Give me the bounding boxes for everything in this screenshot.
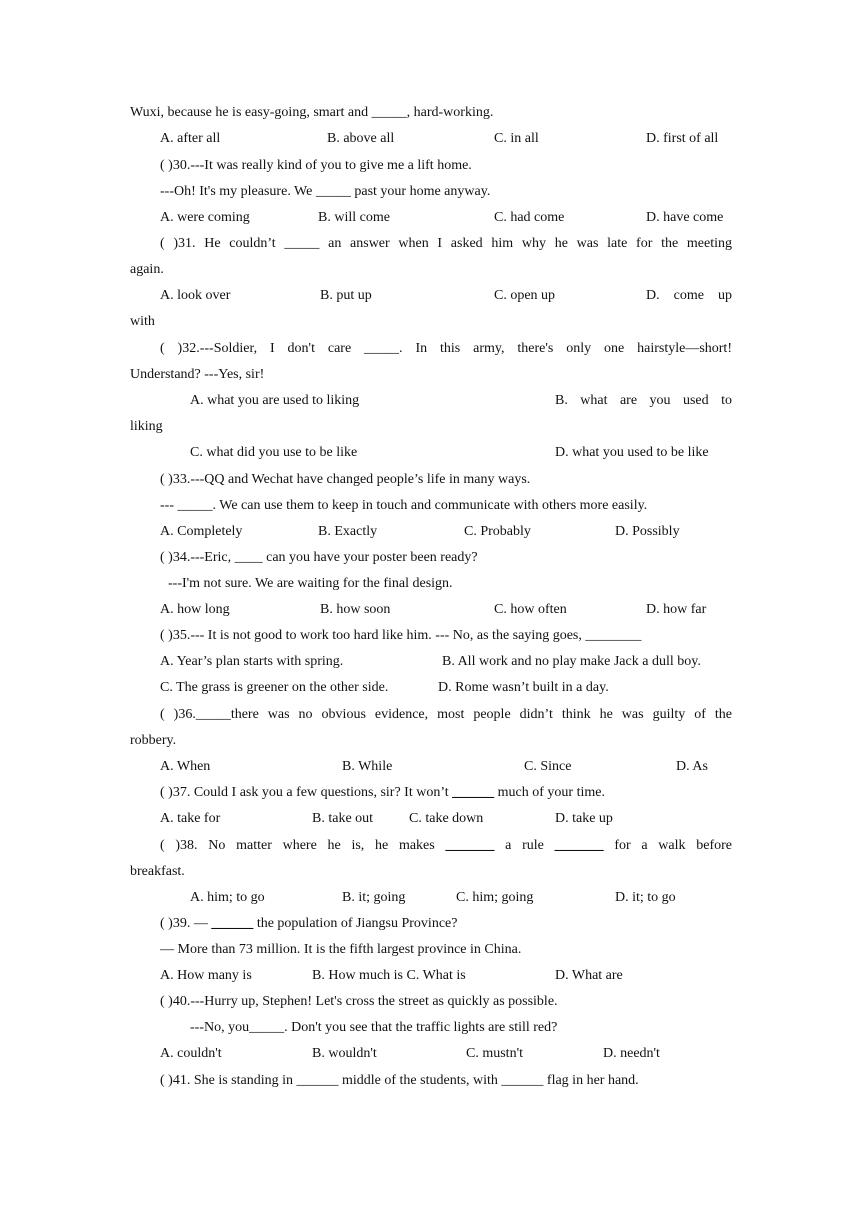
q37-stem: [160, 784, 605, 802]
q39-stem-end: the population of Jiangsu Province?: [253, 916, 458, 931]
q31-option-c: C. open up: [494, 288, 556, 303]
q32-option-c: C. what did you use to be like: [190, 445, 358, 460]
q35-option-d: D. Rome wasn’t built in a day.: [438, 680, 609, 695]
q32-continuation: Understand? ---Yes, sir!: [130, 367, 265, 382]
q35-option-c: C. The grass is greener on the other side.: [160, 680, 389, 695]
q31-stem: ( )31. He couldn’t _____ an answer when I asked him why he was late for the meeting: [160, 236, 732, 251]
q39-option-d: D. What are: [555, 968, 623, 983]
q36-option-a: A. When: [160, 759, 211, 774]
q36-option-c: C. Since: [524, 759, 572, 774]
q32-stem: ( )32.---Soldier, I don't care _____. In this army, there's only one hairstyle—short!: [160, 341, 732, 356]
q36-continuation: robbery.: [130, 733, 177, 748]
q37-option-d: D. take up: [555, 811, 613, 826]
q37-blank: ______: [452, 785, 495, 800]
q40-option-a: A. couldn't: [160, 1046, 222, 1061]
q39-option-a: A. How many is: [160, 968, 252, 983]
q31-option-a: A. look over: [160, 288, 231, 303]
q32-option-a: A. what you are used to liking: [190, 393, 360, 408]
q34-option-d: D. how far: [646, 602, 707, 617]
q29-option-c: C. in all: [494, 131, 539, 146]
q29-option-a: A. after all: [160, 131, 221, 146]
q32-option-d: D. what you used to be like: [555, 445, 709, 460]
q40-option-c: C. mustn't: [466, 1046, 523, 1061]
q38-stem: [160, 837, 732, 855]
q37-stem-end: much of your time.: [494, 785, 605, 800]
q31-option-d-continuation: with: [130, 314, 155, 329]
q29-option-d: D. first of all: [646, 131, 719, 146]
q31-continuation: again.: [130, 262, 164, 277]
q30-response: ---Oh! It's my pleasure. We _____ past your home anyway.: [160, 184, 491, 199]
q39-response: — More than 73 million. It is the fifth largest province in China.: [160, 942, 522, 957]
q34-option-c: C. how often: [494, 602, 567, 617]
q40-option-d: D. needn't: [603, 1046, 660, 1061]
q41-stem: ( )41. She is standing in ______ middle of the students, with ______ flag in her hand.: [160, 1073, 639, 1088]
q38-stem-start: ( )38. No matter where he is, he makes: [160, 838, 446, 853]
q36-stem: ( )36._____there was no obvious evidence, most people didn’t think he was guilty of the: [160, 707, 732, 722]
q38-option-d: D. it; to go: [615, 890, 676, 905]
q38-option-b: B. it; going: [342, 890, 406, 905]
q39-stem-start: ( )39. —: [160, 916, 212, 931]
q38-continuation: breakfast.: [130, 864, 185, 879]
q39-option-b-c: B. How much is C. What is: [312, 968, 466, 983]
q37-option-a: A. take for: [160, 811, 221, 826]
q32-option-b: B. what are you used to: [555, 393, 732, 408]
q38-option-a: A. him; to go: [190, 890, 265, 905]
q34-response: ---I'm not sure. We are waiting for the final design.: [168, 576, 453, 591]
q33-option-d: D. Possibly: [615, 524, 680, 539]
q38-stem-end: for a walk before: [603, 838, 732, 853]
q29-option-b: B. above all: [327, 131, 395, 146]
q30-option-a: A. were coming: [160, 210, 250, 225]
q38-option-c: C. him; going: [456, 890, 534, 905]
q40-stem: ( )40.---Hurry up, Stephen! Let's cross the street as quickly as possible.: [160, 994, 558, 1009]
q33-stem: ( )33.---QQ and Wechat have changed people’s life in many ways.: [160, 472, 531, 487]
q39-blank: ______: [211, 916, 254, 931]
q40-option-b: B. wouldn't: [312, 1046, 377, 1061]
q39-stem: [160, 915, 457, 933]
q34-option-a: A. how long: [160, 602, 230, 617]
q30-option-c: C. had come: [494, 210, 565, 225]
q38-blank-2: _______: [554, 838, 604, 853]
q36-option-d: D. As: [676, 759, 708, 774]
q37-stem-start: ( )37. Could I ask you a few questions, sir? It won’t: [160, 785, 453, 800]
q32-option-b-continuation: liking: [130, 419, 163, 434]
q31-option-d: D. come up: [646, 288, 732, 303]
q37-option-b: B. take out: [312, 811, 374, 826]
q35-option-a: A. Year’s plan starts with spring.: [160, 654, 344, 669]
q29-continuation: Wuxi, because he is easy-going, smart and _____, hard-working.: [130, 105, 494, 120]
q37-option-c: C. take down: [409, 811, 484, 826]
q40-response: ---No, you_____. Don't you see that the traffic lights are still red?: [190, 1020, 558, 1035]
q30-option-d: D. have come: [646, 210, 724, 225]
q33-response: --- _____. We can use them to keep in touch and communicate with others more easily.: [160, 498, 648, 513]
q34-stem: ( )34.---Eric, ____ can you have your poster been ready?: [160, 550, 478, 565]
q33-option-a: A. Completely: [160, 524, 243, 539]
q34-option-b: B. how soon: [320, 602, 391, 617]
q33-option-b: B. Exactly: [318, 524, 378, 539]
q30-stem: ( )30.---It was really kind of you to give me a lift home.: [160, 158, 472, 173]
q35-option-b: B. All work and no play make Jack a dull boy.: [442, 654, 701, 669]
q33-option-c: C. Probably: [464, 524, 531, 539]
q38-stem-middle: a rule: [494, 838, 555, 853]
q31-option-b: B. put up: [320, 288, 372, 303]
q35-stem: ( )35.--- It is not good to work too hard like him. --- No, as the saying goes, ________: [160, 628, 642, 643]
q38-blank-1: _______: [445, 838, 495, 853]
q30-option-b: B. will come: [318, 210, 390, 225]
q36-option-b: B. While: [342, 759, 393, 774]
